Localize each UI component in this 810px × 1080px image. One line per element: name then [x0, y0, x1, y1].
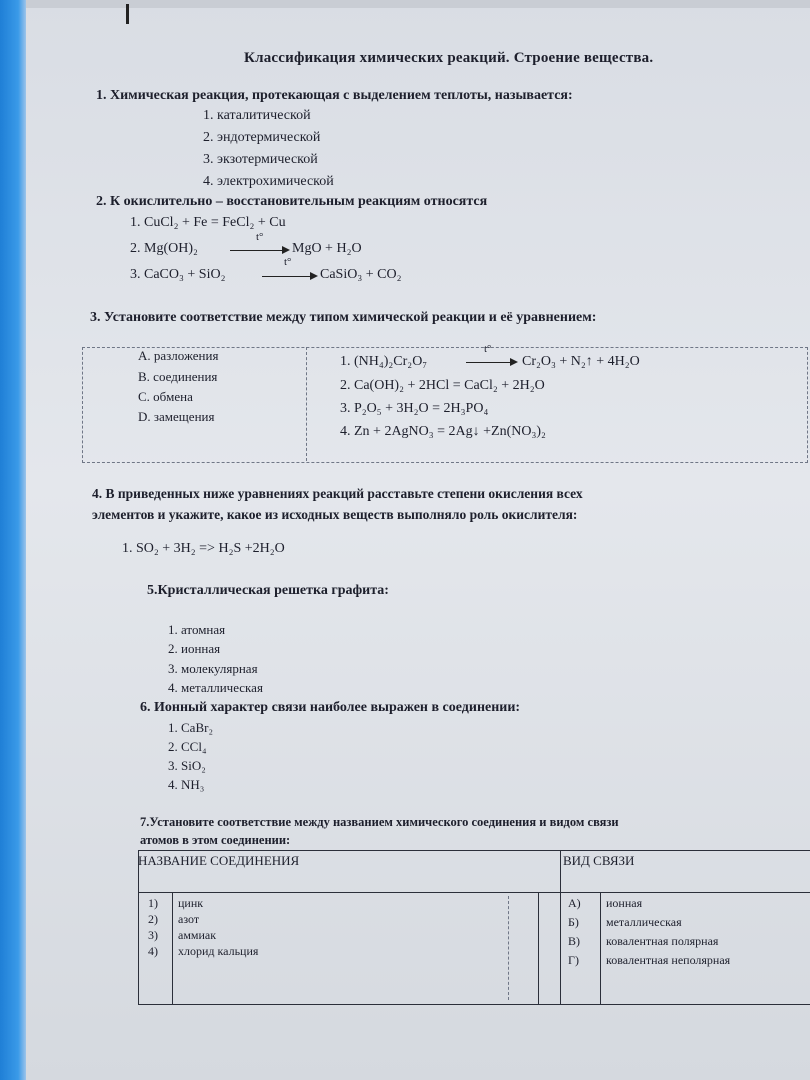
compound-3: аммиак	[178, 928, 217, 942]
q6-option-3: 3. SiO₂	[168, 758, 206, 773]
question-4-line-1: 4. В приведенных ниже уравнениях реакций расставьте степени окисления всех	[92, 486, 583, 501]
table-bottom-border	[138, 1004, 810, 1005]
question-6: 6. Ионный характер связи наиболее выражен в соединении:	[140, 700, 521, 715]
bond-type-d: ковалентная неполярная	[606, 953, 731, 967]
question-5: 5.Кристаллическая решетка графита:	[147, 583, 389, 598]
q2-product-3: CaSiO₃ + CO₂	[320, 267, 402, 282]
screen-top-edge	[0, 0, 810, 8]
bond-num-c: В)	[568, 934, 580, 948]
q6-option-4: 4. NH₃	[168, 777, 205, 792]
q3-box-divider	[306, 347, 307, 461]
q4-equation: 1. SO₂ + 3H₂ => H₂S +2H₂O	[122, 541, 285, 556]
question-7-line-2: атомов в этом соединении:	[140, 833, 291, 847]
table-mid-border	[560, 850, 561, 1004]
q3-type-c: C. обмена	[138, 389, 193, 404]
table-left-border	[138, 850, 139, 1004]
q3-type-d: D. замещения	[138, 409, 215, 424]
q5-option-1: 1. атомная	[168, 622, 226, 637]
q5-option-4: 4. металлическая	[168, 680, 263, 695]
q3-type-a: A. разложения	[138, 348, 219, 363]
q6-option-1: 1. CaBr₂	[168, 720, 213, 735]
question-1: 1. Химическая реакция, протекающая с выделением теплоты, называется:	[96, 88, 573, 103]
q2-heat-label-2: t°	[256, 231, 264, 243]
question-7-line-1: 7.Установите соответствие между названием химического соединения и видом связи	[140, 815, 619, 829]
compound-num-1: 1)	[148, 896, 158, 910]
table-dotted-guide	[508, 896, 509, 1000]
q3-heat-label: t°	[484, 343, 492, 355]
table-header-name: НАЗВАНИЕ СОЕДИНЕНИЯ	[138, 853, 300, 868]
q2-option-3: 3. CaCO₃ + SiO₂	[130, 267, 226, 282]
screen-left-edge	[0, 0, 26, 1080]
question-3: 3. Установите соответствие между типом химической реакции и её уравнением:	[90, 310, 597, 325]
q5-option-3: 3. молекулярная	[168, 661, 258, 676]
bond-type-a: ионная	[606, 896, 643, 910]
q3-arrow	[466, 362, 516, 363]
compound-num-3: 3)	[148, 928, 158, 942]
q1-option-4: 4. электрохимической	[203, 174, 334, 189]
page-title: Классификация химических реакций. Строение вещества.	[244, 50, 654, 66]
q3-equation-1: 1. (NH₄)₂Cr₂O₇	[340, 354, 428, 369]
table-right-num-col-border	[600, 892, 601, 1004]
q3-equation-3: 3. P₂O₅ + 3H₂O = 2H₃PO₄	[340, 401, 489, 416]
table-top-border	[138, 850, 810, 851]
q3-equation-2: 2. Ca(OH)₂ + 2HCl = CaCl₂ + 2H₂O	[340, 378, 545, 393]
q3-equation-4: 4. Zn + 2AgNO₃ = 2Ag↓ +Zn(NO₃)₂	[340, 424, 546, 439]
table-left-inner-border	[538, 892, 539, 1004]
table-header-bond: ВИД СВЯЗИ	[563, 853, 635, 868]
bond-num-b: Б)	[568, 915, 579, 929]
question-2: 2. К окислительно – восстановительным реакциям относятся	[96, 194, 488, 209]
q3-type-b: B. соединения	[138, 369, 218, 384]
q1-option-2: 2. эндотермической	[203, 130, 321, 145]
q3-equation-1-products: Cr₂O₃ + N₂↑ + 4H₂O	[522, 354, 640, 369]
q2-arrow-3	[262, 276, 316, 277]
compound-num-4: 4)	[148, 944, 158, 958]
q6-option-2: 2. CCl₄	[168, 739, 207, 754]
bond-num-d: Г)	[568, 953, 579, 967]
q1-option-3: 3. экзотермической	[203, 152, 318, 167]
compound-2: азот	[178, 912, 200, 926]
bond-type-c: ковалентная полярная	[606, 934, 719, 948]
bond-type-b: металлическая	[606, 915, 682, 929]
compound-num-2: 2)	[148, 912, 158, 926]
q1-option-1: 1. каталитической	[203, 108, 311, 123]
q2-heat-label-3: t°	[284, 256, 292, 268]
bond-num-a: А)	[568, 896, 581, 910]
q2-arrow-2	[230, 250, 288, 251]
table-num-col-border	[172, 892, 173, 1004]
q2-option-2: 2. Mg(OH)₂	[130, 241, 198, 256]
text-cursor	[126, 4, 129, 24]
compound-4: хлорид кальция	[178, 944, 259, 958]
table-header-border	[138, 892, 810, 893]
q2-option-1: 1. CuCl₂ + Fe = FeCl₂ + Cu	[130, 215, 286, 230]
q5-option-2: 2. ионная	[168, 641, 221, 656]
compound-1: цинк	[178, 896, 204, 910]
q2-product-2: MgO + H₂O	[292, 241, 362, 256]
question-4-line-2: элементов и укажите, какое из исходных веществ выполняло роль окислителя:	[92, 507, 578, 522]
